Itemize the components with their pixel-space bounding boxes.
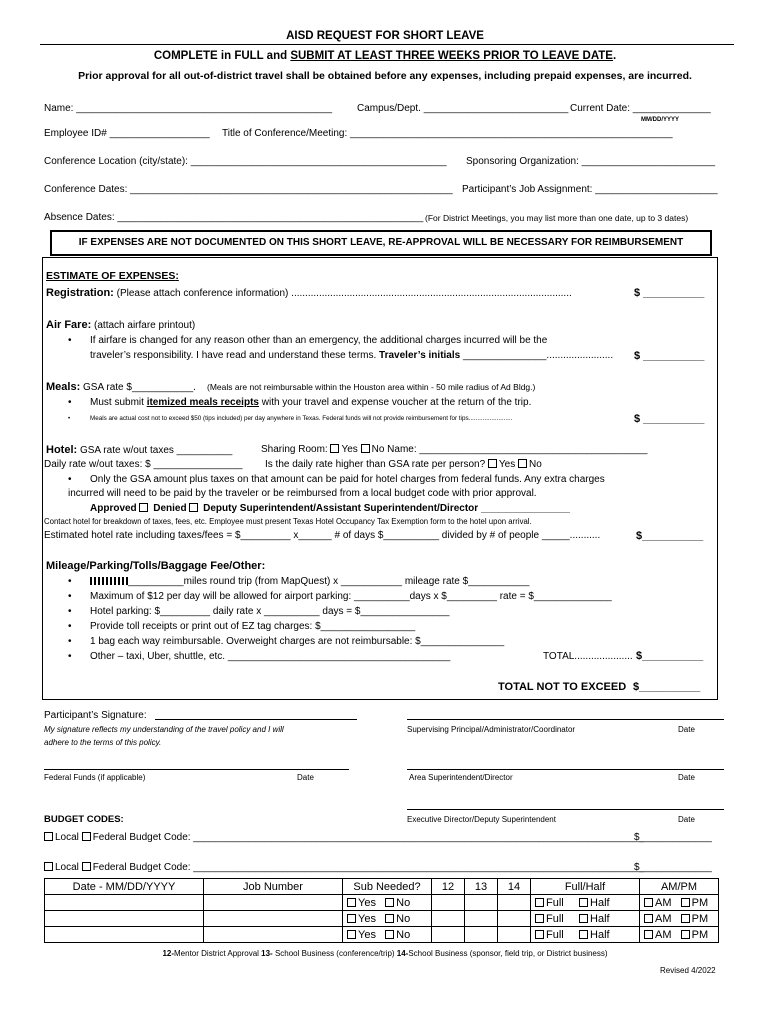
date-format-hint: MM/DD/YYYY <box>641 117 680 123</box>
job-assignment-field[interactable]: Participant’s Job Assignment: ______________________ <box>462 184 718 195</box>
am-pm-cell: AM PM <box>640 895 719 911</box>
absence-dates-field[interactable]: Absence Dates: _______________________________________________________ <box>44 212 424 223</box>
table-row <box>45 895 719 911</box>
participant-signature-line[interactable] <box>155 719 357 720</box>
header-rule <box>40 44 734 45</box>
code-12-cell[interactable] <box>432 895 465 911</box>
job-number-cell[interactable] <box>204 911 343 927</box>
form-title: AISD REQUEST FOR SHORT LEAVE <box>286 30 484 42</box>
registration-amount[interactable]: $ __________ <box>634 287 705 299</box>
table-row <box>45 911 719 927</box>
contact-hotel-note: Contact hotel for breakdown of taxes, fees, etc. Employee must present Texas Hotel Occupancy Tax Exemption form to the hotel upon arrival. <box>44 517 532 526</box>
expenses-heading: ESTIMATE OF EXPENSES: <box>46 270 179 282</box>
revised-date: Revised 4/2022 <box>660 966 716 975</box>
hotel-federal-bullet: • Only the GSA amount plus taxes on that amount can be paid for hotel charges from federal funds. Any extra charges <box>90 474 605 485</box>
date-cell[interactable] <box>45 911 204 927</box>
complete-instruction: COMPLETE in FULL and SUBMIT AT LEAST THREE WEEKS PRIOR TO LEAVE DATE. <box>153 50 617 62</box>
col-full-half: Full/Half <box>531 879 640 895</box>
participant-signature-label: Participant’s Signature: <box>44 710 147 721</box>
conference-dates-field[interactable]: Conference Dates: __________________________________________________________ <box>44 184 453 195</box>
col-12: 12 <box>432 879 465 895</box>
federal-checkbox-2[interactable] <box>82 862 91 871</box>
mileage-bullet-3[interactable]: • Hotel parking: $_________ daily rate x __________ days = $________________ <box>90 606 449 617</box>
budget-amount-1[interactable]: $_____________ <box>634 832 712 843</box>
hotel-amount[interactable]: $__________ <box>636 530 704 542</box>
codes-legend: 12-Mentor District Approval 13- School Business (conference/trip) 14-School Business (sponsor, field trip, or District business) <box>162 949 608 958</box>
am-pm-cell: AM PM <box>640 927 719 943</box>
full-checkbox[interactable] <box>535 930 544 939</box>
code-14-cell[interactable] <box>498 895 531 911</box>
am-checkbox[interactable] <box>644 898 653 907</box>
col-13: 13 <box>465 879 498 895</box>
sharing-yes-checkbox[interactable] <box>330 444 339 453</box>
mileage-bullet-4[interactable]: • Provide toll receipts or print out of EZ tag charges: $_________________ <box>90 621 415 632</box>
mileage-heading: Mileage/Parking/Tolls/Baggage Fee/Other: <box>46 560 266 572</box>
absence-dates-note: (For District Meetings, you may list more than one date, up to 3 dates) <box>425 213 689 223</box>
mileage-bullet-2[interactable]: • Maximum of $12 per day will be allowed for airport parking: __________days x $_________ rate = $______________ <box>90 591 612 602</box>
budget-codes-heading: BUDGET CODES: <box>44 814 124 825</box>
participant-note-1: My signature reflects my understanding of the travel policy and I will <box>44 725 284 734</box>
supervising-date-label: Date <box>678 725 695 734</box>
estimated-hotel-rate[interactable]: Estimated hotel rate including taxes/fees = $_________ x______ # of days $__________ divided by # of people _____........... <box>44 530 601 541</box>
exec-dir-label: Executive Director/Deputy Superintendent <box>407 815 556 824</box>
employee-id-field[interactable]: Employee ID# __________________ <box>44 128 210 139</box>
meals-row: Meals: GSA rate $___________. <box>46 381 196 393</box>
pm-checkbox[interactable] <box>681 930 690 939</box>
mileage-total-label: TOTAL..................... <box>543 651 633 662</box>
mileage-bullet-1: • __________miles round trip (from MapQuest) x ___________ mileage rate $___________ <box>90 576 529 587</box>
sub-needed-cell: Yes No <box>343 911 432 927</box>
sub-needed-cell: Yes No <box>343 927 432 943</box>
sharing-room: Sharing Room: Yes No Name: _________________________________________ <box>261 444 648 455</box>
airfare-row: Air Fare: (attach airfare printout) <box>46 319 196 331</box>
half-checkbox[interactable] <box>579 914 588 923</box>
budget-amount-2[interactable]: $_____________ <box>634 862 712 873</box>
federal-checkbox-1[interactable] <box>82 832 91 841</box>
total-not-to-exceed: TOTAL NOT TO EXCEED <box>498 681 627 693</box>
date-cell[interactable] <box>45 895 204 911</box>
name-field[interactable]: Name: ______________________________________________ <box>44 103 333 114</box>
job-number-cell[interactable] <box>204 895 343 911</box>
area-sup-line[interactable] <box>407 769 724 770</box>
meals-amount[interactable]: $ __________ <box>634 413 705 425</box>
airfare-terms: traveler’s responsibility. I have read and understand these terms. Traveler’s initials _______________........................ <box>90 350 614 361</box>
federal-funds-date-label: Date <box>297 773 314 782</box>
col-sub-needed: Sub Needed? <box>343 879 432 895</box>
mileage-amount[interactable]: $__________ <box>636 650 704 662</box>
current-date-field[interactable]: Current Date: ______________ <box>570 103 711 114</box>
col-date: Date - MM/DD/YYYY <box>45 879 204 895</box>
federal-funds-line[interactable] <box>44 769 349 770</box>
sub-yes-checkbox[interactable] <box>347 930 356 939</box>
full-half-cell: Full Half <box>531 895 640 911</box>
sharing-no-checkbox[interactable] <box>361 444 370 453</box>
code-12-cell[interactable] <box>432 911 465 927</box>
mileage-bullet-6[interactable]: • Other – taxi, Uber, shuttle, etc. ________________________________________ <box>90 651 450 662</box>
mileage-bullet-5[interactable]: • 1 bag each way reimbursable. Overweight charges are not reimbursable: $_______________ <box>90 636 504 647</box>
local-checkbox-1[interactable] <box>44 832 53 841</box>
meals-receipts-bullet: • Must submit itemized meals receipts with your travel and expense voucher at the return of the trip. <box>90 397 531 408</box>
half-checkbox[interactable] <box>579 930 588 939</box>
sponsoring-org-field[interactable]: Sponsoring Organization: ________________________ <box>466 156 716 167</box>
schedule-header-row <box>45 879 719 895</box>
budget-code-row-1: Local Federal Budget Code: _________________________________________________________________________________ <box>44 832 644 843</box>
sub-no-checkbox[interactable] <box>385 930 394 939</box>
exec-dir-date-label: Date <box>678 815 695 824</box>
col-14: 14 <box>498 879 531 895</box>
campus-field[interactable]: Campus/Dept. __________________________ <box>357 103 569 114</box>
supervisor-signature-line[interactable] <box>407 719 724 720</box>
miles-scribble <box>90 577 128 585</box>
hotel-row: Hotel: GSA rate w/out taxes __________ <box>46 444 233 456</box>
registration-row: Registration: (Please attach conference information) ..................................................................................................... <box>46 287 572 299</box>
area-sup-date-label: Date <box>678 773 695 782</box>
job-number-cell[interactable] <box>204 927 343 943</box>
prior-approval-note: Prior approval for all out-of-district travel shall be obtained before any expenses, including prepaid expenses, are incurred. <box>78 70 692 82</box>
exec-dir-line[interactable] <box>407 809 724 810</box>
total-amount[interactable]: $__________ <box>633 681 701 693</box>
local-checkbox-2[interactable] <box>44 862 53 871</box>
higher-yes-checkbox[interactable] <box>488 459 497 468</box>
table-row <box>45 927 719 943</box>
am-pm-cell: AM PM <box>640 911 719 927</box>
conference-location-field[interactable]: Conference Location (city/state): ______________________________________________ <box>44 156 447 167</box>
sub-no-checkbox[interactable] <box>385 898 394 907</box>
approved-checkbox[interactable] <box>139 503 148 512</box>
col-job-number: Job Number <box>204 879 343 895</box>
daily-rate-field[interactable]: Daily rate w/out taxes: $ ________________ <box>44 459 243 470</box>
denied-checkbox[interactable] <box>189 503 198 512</box>
code-13-cell[interactable] <box>465 895 498 911</box>
date-cell[interactable] <box>45 927 204 943</box>
pm-checkbox[interactable] <box>681 914 690 923</box>
sub-yes-checkbox[interactable] <box>347 898 356 907</box>
meals-limit-bullet: • Meals are actual cost not to exceed $50 (tips included) per day anywhere in Texas. Federal funds will not provide reimbursement for tips......................... <box>90 415 512 422</box>
federal-funds-label: Federal Funds (if applicable) <box>44 773 146 782</box>
code-12-cell[interactable] <box>432 927 465 943</box>
sub-yes-checkbox[interactable] <box>347 914 356 923</box>
higher-rate-question: Is the daily rate higher than GSA rate per person? Yes No <box>265 459 542 470</box>
participant-note-2: adhere to the terms of this policy. <box>44 738 162 747</box>
conference-title-field[interactable]: Title of Conference/Meeting: __________________________________________________________ <box>222 128 673 139</box>
full-half-cell: Full Half <box>531 911 640 927</box>
hotel-extra-charges: incurred will need to be paid by the traveler or be reimbursed from a local budget code with prior approval. <box>68 488 537 499</box>
am-checkbox[interactable] <box>644 930 653 939</box>
code-13-cell[interactable] <box>465 927 498 943</box>
higher-no-checkbox[interactable] <box>518 459 527 468</box>
half-checkbox[interactable] <box>579 898 588 907</box>
col-am-pm: AM/PM <box>640 879 719 895</box>
code-14-cell[interactable] <box>498 911 531 927</box>
schedule-table <box>44 878 719 943</box>
code-14-cell[interactable] <box>498 927 531 943</box>
airfare-amount[interactable]: $ __________ <box>634 350 705 362</box>
meals-note: (Meals are not reimbursable within the Houston area within - 50 mile radius of Ad Bldg.) <box>207 382 536 392</box>
pm-checkbox[interactable] <box>681 898 690 907</box>
full-half-cell: Full Half <box>531 927 640 943</box>
reimbursement-warning: IF EXPENSES ARE NOT DOCUMENTED ON THIS SHORT LEAVE, RE-APPROVAL WILL BE NECESSARY FOR REIMBURSEMENT <box>50 230 712 256</box>
full-checkbox[interactable] <box>535 898 544 907</box>
am-checkbox[interactable] <box>644 914 653 923</box>
airfare-bullet: • If airfare is changed for any reason other than an emergency, the additional charges incurred will be the <box>90 335 547 346</box>
approval-row: Approved Denied Deputy Superintendent/Assistant Superintendent/Director ________________ <box>90 503 570 514</box>
sub-no-checkbox[interactable] <box>385 914 394 923</box>
supervising-label: Supervising Principal/Administrator/Coordinator <box>407 725 576 734</box>
area-sup-label: Area Superintendent/Director <box>409 773 513 782</box>
code-13-cell[interactable] <box>465 911 498 927</box>
budget-code-row-2: Local Federal Budget Code: _________________________________________________________________________________ <box>44 862 644 873</box>
sub-needed-cell: Yes No <box>343 895 432 911</box>
full-checkbox[interactable] <box>535 914 544 923</box>
